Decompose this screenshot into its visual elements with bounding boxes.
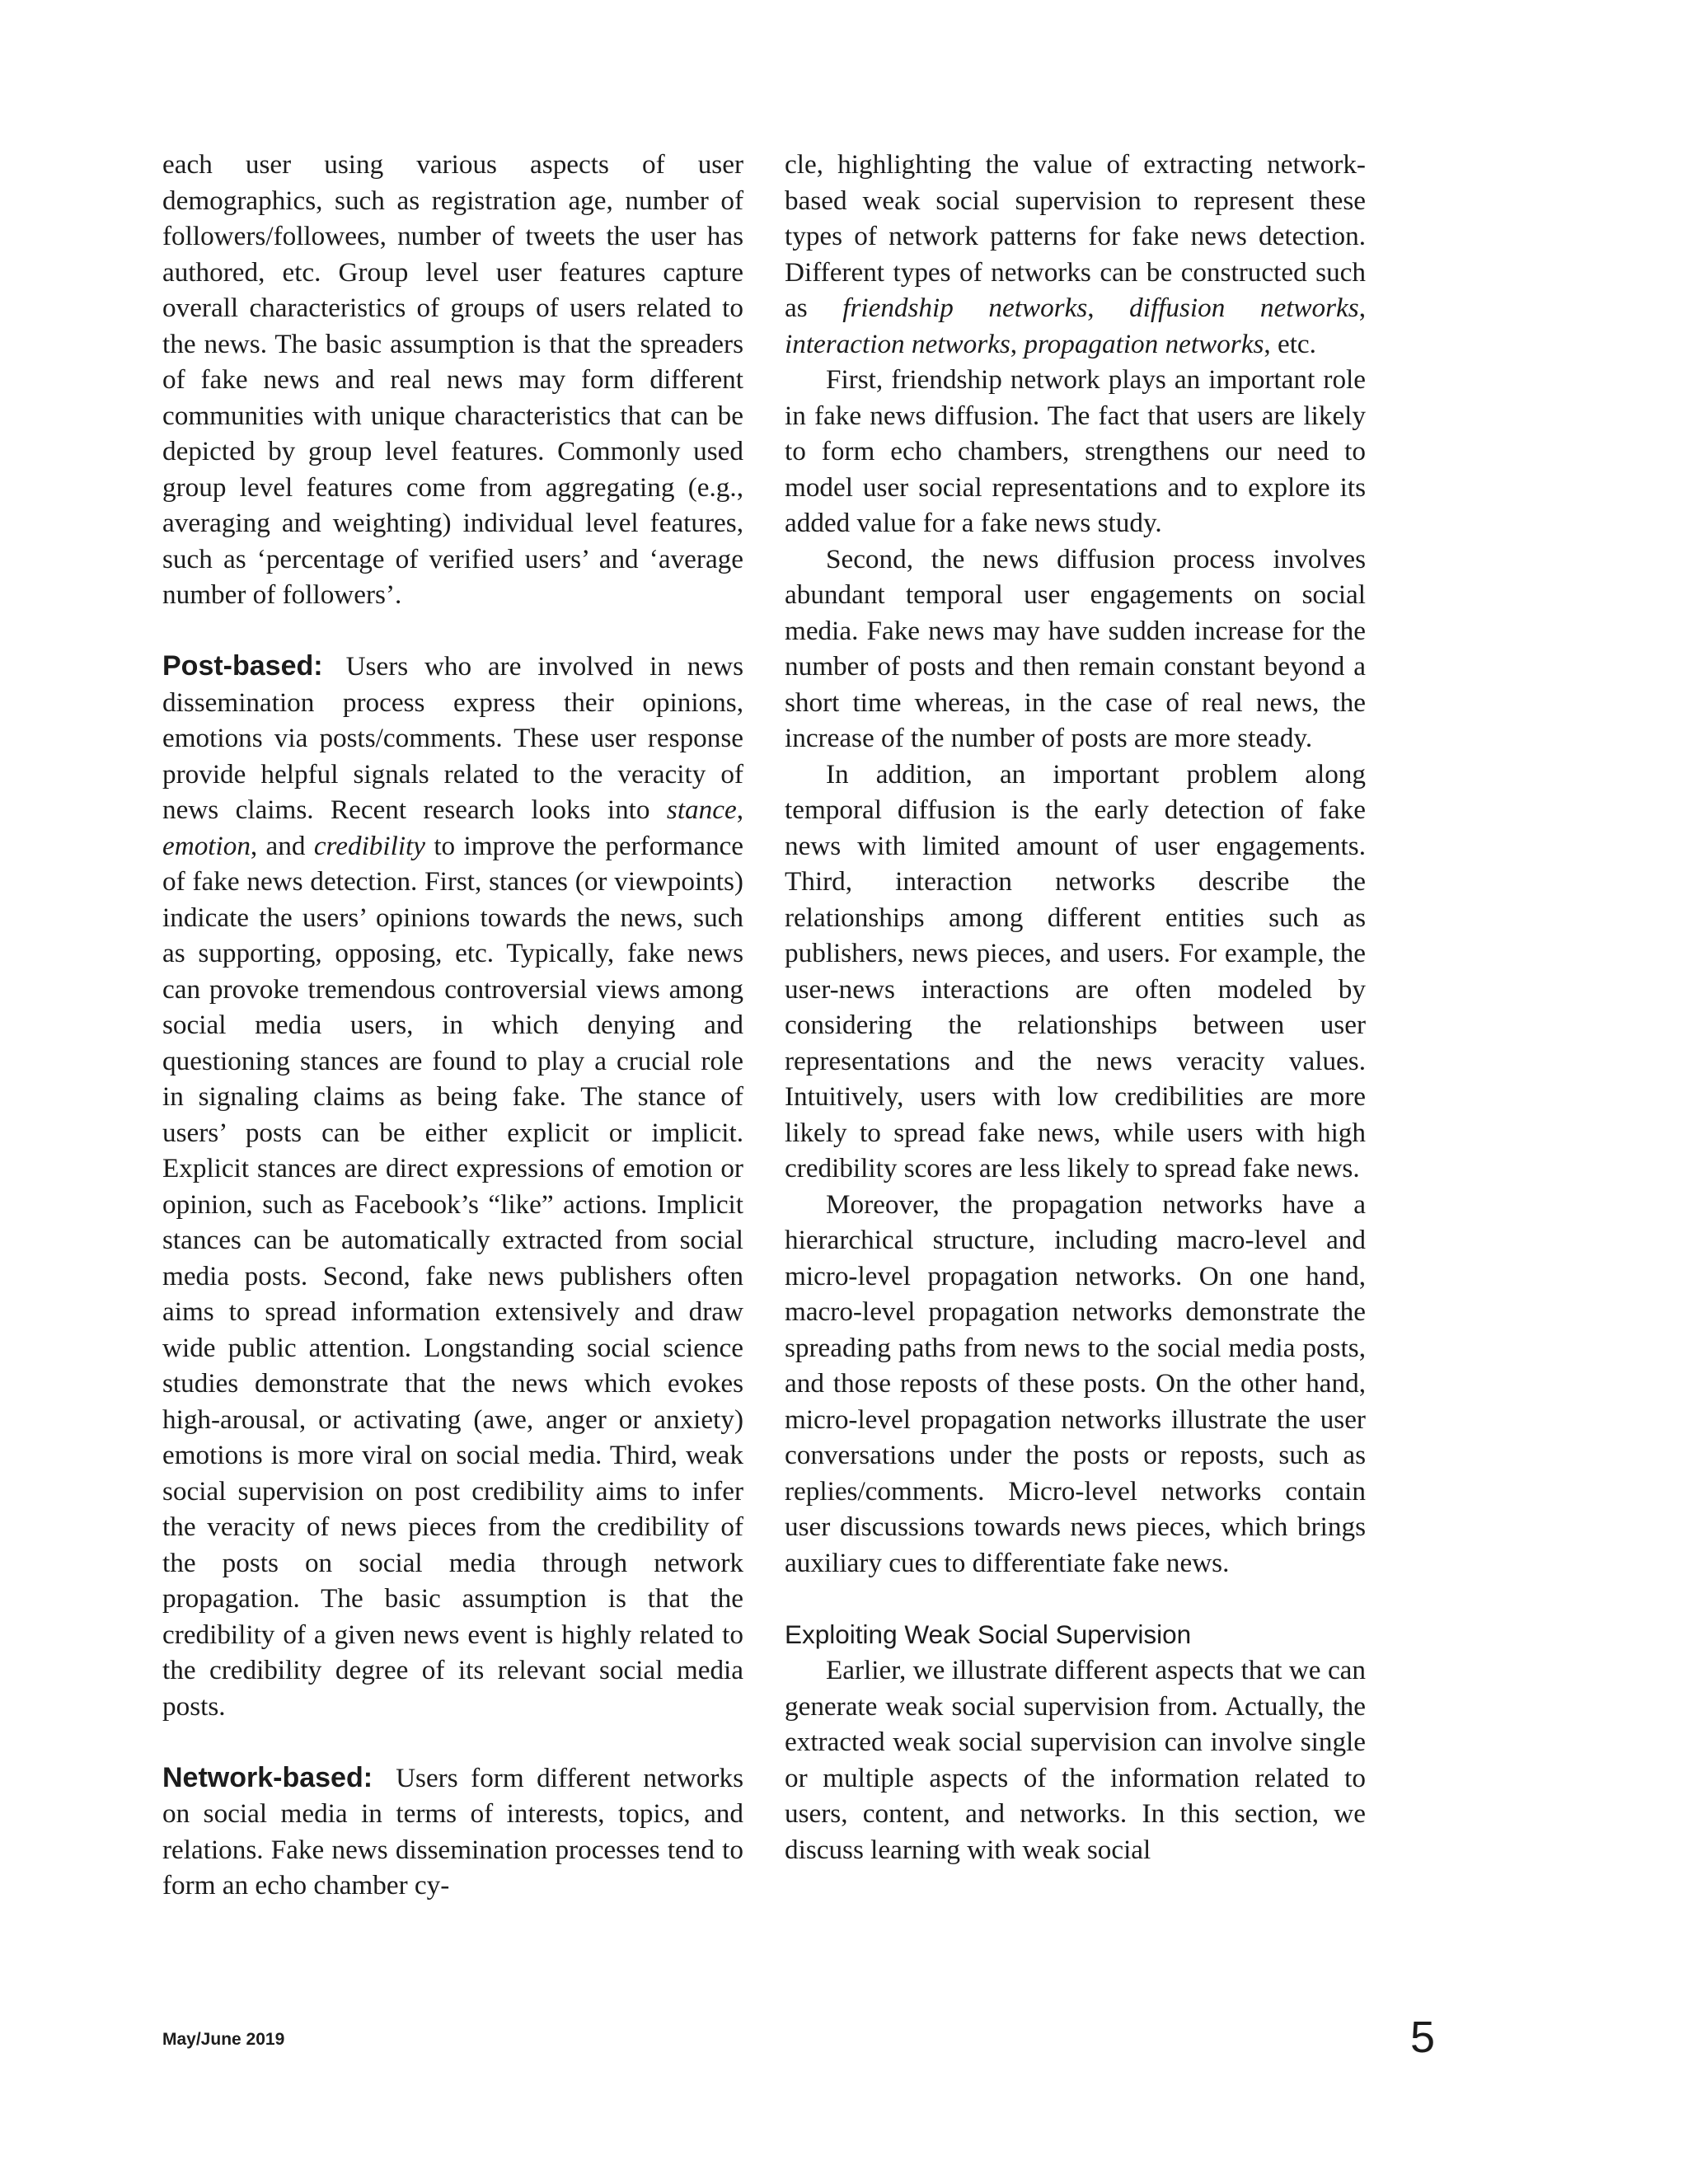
- left-column: [162, 147, 743, 1904]
- paragraph-network-types: [785, 147, 1366, 362]
- paragraph-interaction-networks: In addition, an important problem along temporal diffusion is the early detection of fake news with limited amount of user engagements. Third, interaction networks describe the relationships among different entities such as publishers, news pieces, and users. For example, the user-news interactions are often modeled by considering the relationships between user representations and the news veracity values. Intuitively, users with low credibilities are more likely to spread fake news, while users with high credibility scores are less likely to spread fake news.: [785, 758, 1366, 1183]
- text-run: ,: [1087, 293, 1130, 323]
- text-run: , and: [250, 830, 314, 861]
- text-run: to improve the performance of fake news detection. First, stances (or viewpoints) indicate the users’ opinions towards the news, such as supporting, opposing, etc. Typically, fake news can provoke tremendous controversial views among social media users, in which denying and questioning stances are found to play a crucial role in signaling claims as being fake. The stance of users’ posts can be either explicit or implicit. Explicit stances are direct expressions of emotion or opinion, such as Facebook’s “like” actions. Implicit stances can be automatically extracted from social media posts. Second, fake news publishers often aims to spread information extensively and draw wide public attention. Longstanding social science studies demonstrate that the news which evokes high-arousal, or activating (awe, anger or anxiety) emotions is more viral on social media. Third, weak social supervision on post credibility aims to infer the veracity of news pieces from the credibility of the posts on social media through network propagation. The basic assumption is that the credibility of a given news event is highly related to the credibility degree of its relevant social media posts.: [162, 830, 743, 1722]
- text-run: ,: [1358, 293, 1367, 323]
- page-number: 5: [1410, 2013, 1436, 2062]
- footer-date: May/June 2019: [162, 2030, 285, 2049]
- italic-term: interaction networks: [785, 328, 1010, 359]
- post-based-heading: Post-based:: [162, 650, 323, 682]
- paragraph-gap: [162, 1724, 743, 1760]
- paragraph-exploiting-supervision: Earlier, we illustrate different aspects that we can generate weak social supervision from. Actually, the extracted weak social supervision can involve single or multiple aspects of the information related to users, content, and networks. In this section, we discuss learning with weak social: [785, 1655, 1366, 1865]
- network-based-heading: Network-based:: [162, 1761, 373, 1793]
- paragraph-user-features: each user using various aspects of user demographics, such as registration age, number of followers/followees, number of tweets the user has authored, etc. Group level user features capture overall characteristics of groups of users related to the news. The basic assumption is that the spreaders of fake news and real news may form different communities with unique characteristics that can be depicted by group level features. Commonly used group level features come from aggregating (e.g., averaging and weighting) individual level features, such as ‘percentage of verified users’ and ‘average number of followers’.: [162, 149, 743, 610]
- text-run: , etc.: [1264, 328, 1316, 359]
- section-heading: Exploiting Weak Social Supervision: [785, 1619, 1192, 1649]
- text-run: cle, highlighting the value of extracting network-based weak social supervision to represent these types of network patterns for fake news detection. Different types of networks can be constructed such as: [785, 149, 1366, 323]
- paragraph-gap: [162, 613, 743, 649]
- paragraph-friendship-network: First, friendship network plays an important role in fake news diffusion. The fact that users are likely to form echo chambers, strengthens our need to model user social representations and to explore its added value for a fake news study.: [785, 364, 1366, 538]
- paragraph-post-based: [162, 649, 743, 1724]
- italic-term: diffusion networks: [1129, 293, 1359, 323]
- text-run: ,: [736, 794, 743, 825]
- text-run: Users who are involved in news dissemination process express their opinions, emotions via posts/comments. These user response provide helpful signals related to the veracity of news claims. Recent research looks into: [162, 651, 743, 825]
- italic-term: credibility: [313, 830, 425, 861]
- italic-term: friendship networks: [842, 293, 1088, 323]
- paragraph-network-based: [162, 1760, 743, 1904]
- italic-term: emotion: [162, 830, 251, 861]
- text-run: ,: [1010, 328, 1025, 359]
- paragraph-gap: [785, 1581, 1366, 1617]
- italic-term: propagation networks: [1024, 328, 1264, 359]
- paragraph-diffusion-process: Second, the news diffusion process involves abundant temporal user engagements on social media. Fake news may have sudden increase for the number of posts and then remain constant beyond a short time whereas, in the case of real news, the increase of the number of posts are more steady.: [785, 543, 1366, 753]
- paragraph-propagation-networks: Moreover, the propagation networks have a hierarchical structure, including macro-level and micro-level propagation networks. On one hand, macro-level propagation networks demonstrate the spreading paths from news to the social media posts, and those reposts of these posts. On the other hand, micro-level propagation networks illustrate the user conversations under the posts or reposts, such as replies/comments. Micro-level networks contain user discussions towards news pieces, which brings auxiliary cues to differentiate fake news.: [785, 1188, 1366, 1578]
- right-column: [785, 147, 1366, 1868]
- italic-term: stance: [666, 794, 737, 825]
- text-run: Users form different networks on social media in terms of interests, topics, and relations. Fake news dissemination processes tend to form an echo chamber cy-: [162, 1762, 743, 1900]
